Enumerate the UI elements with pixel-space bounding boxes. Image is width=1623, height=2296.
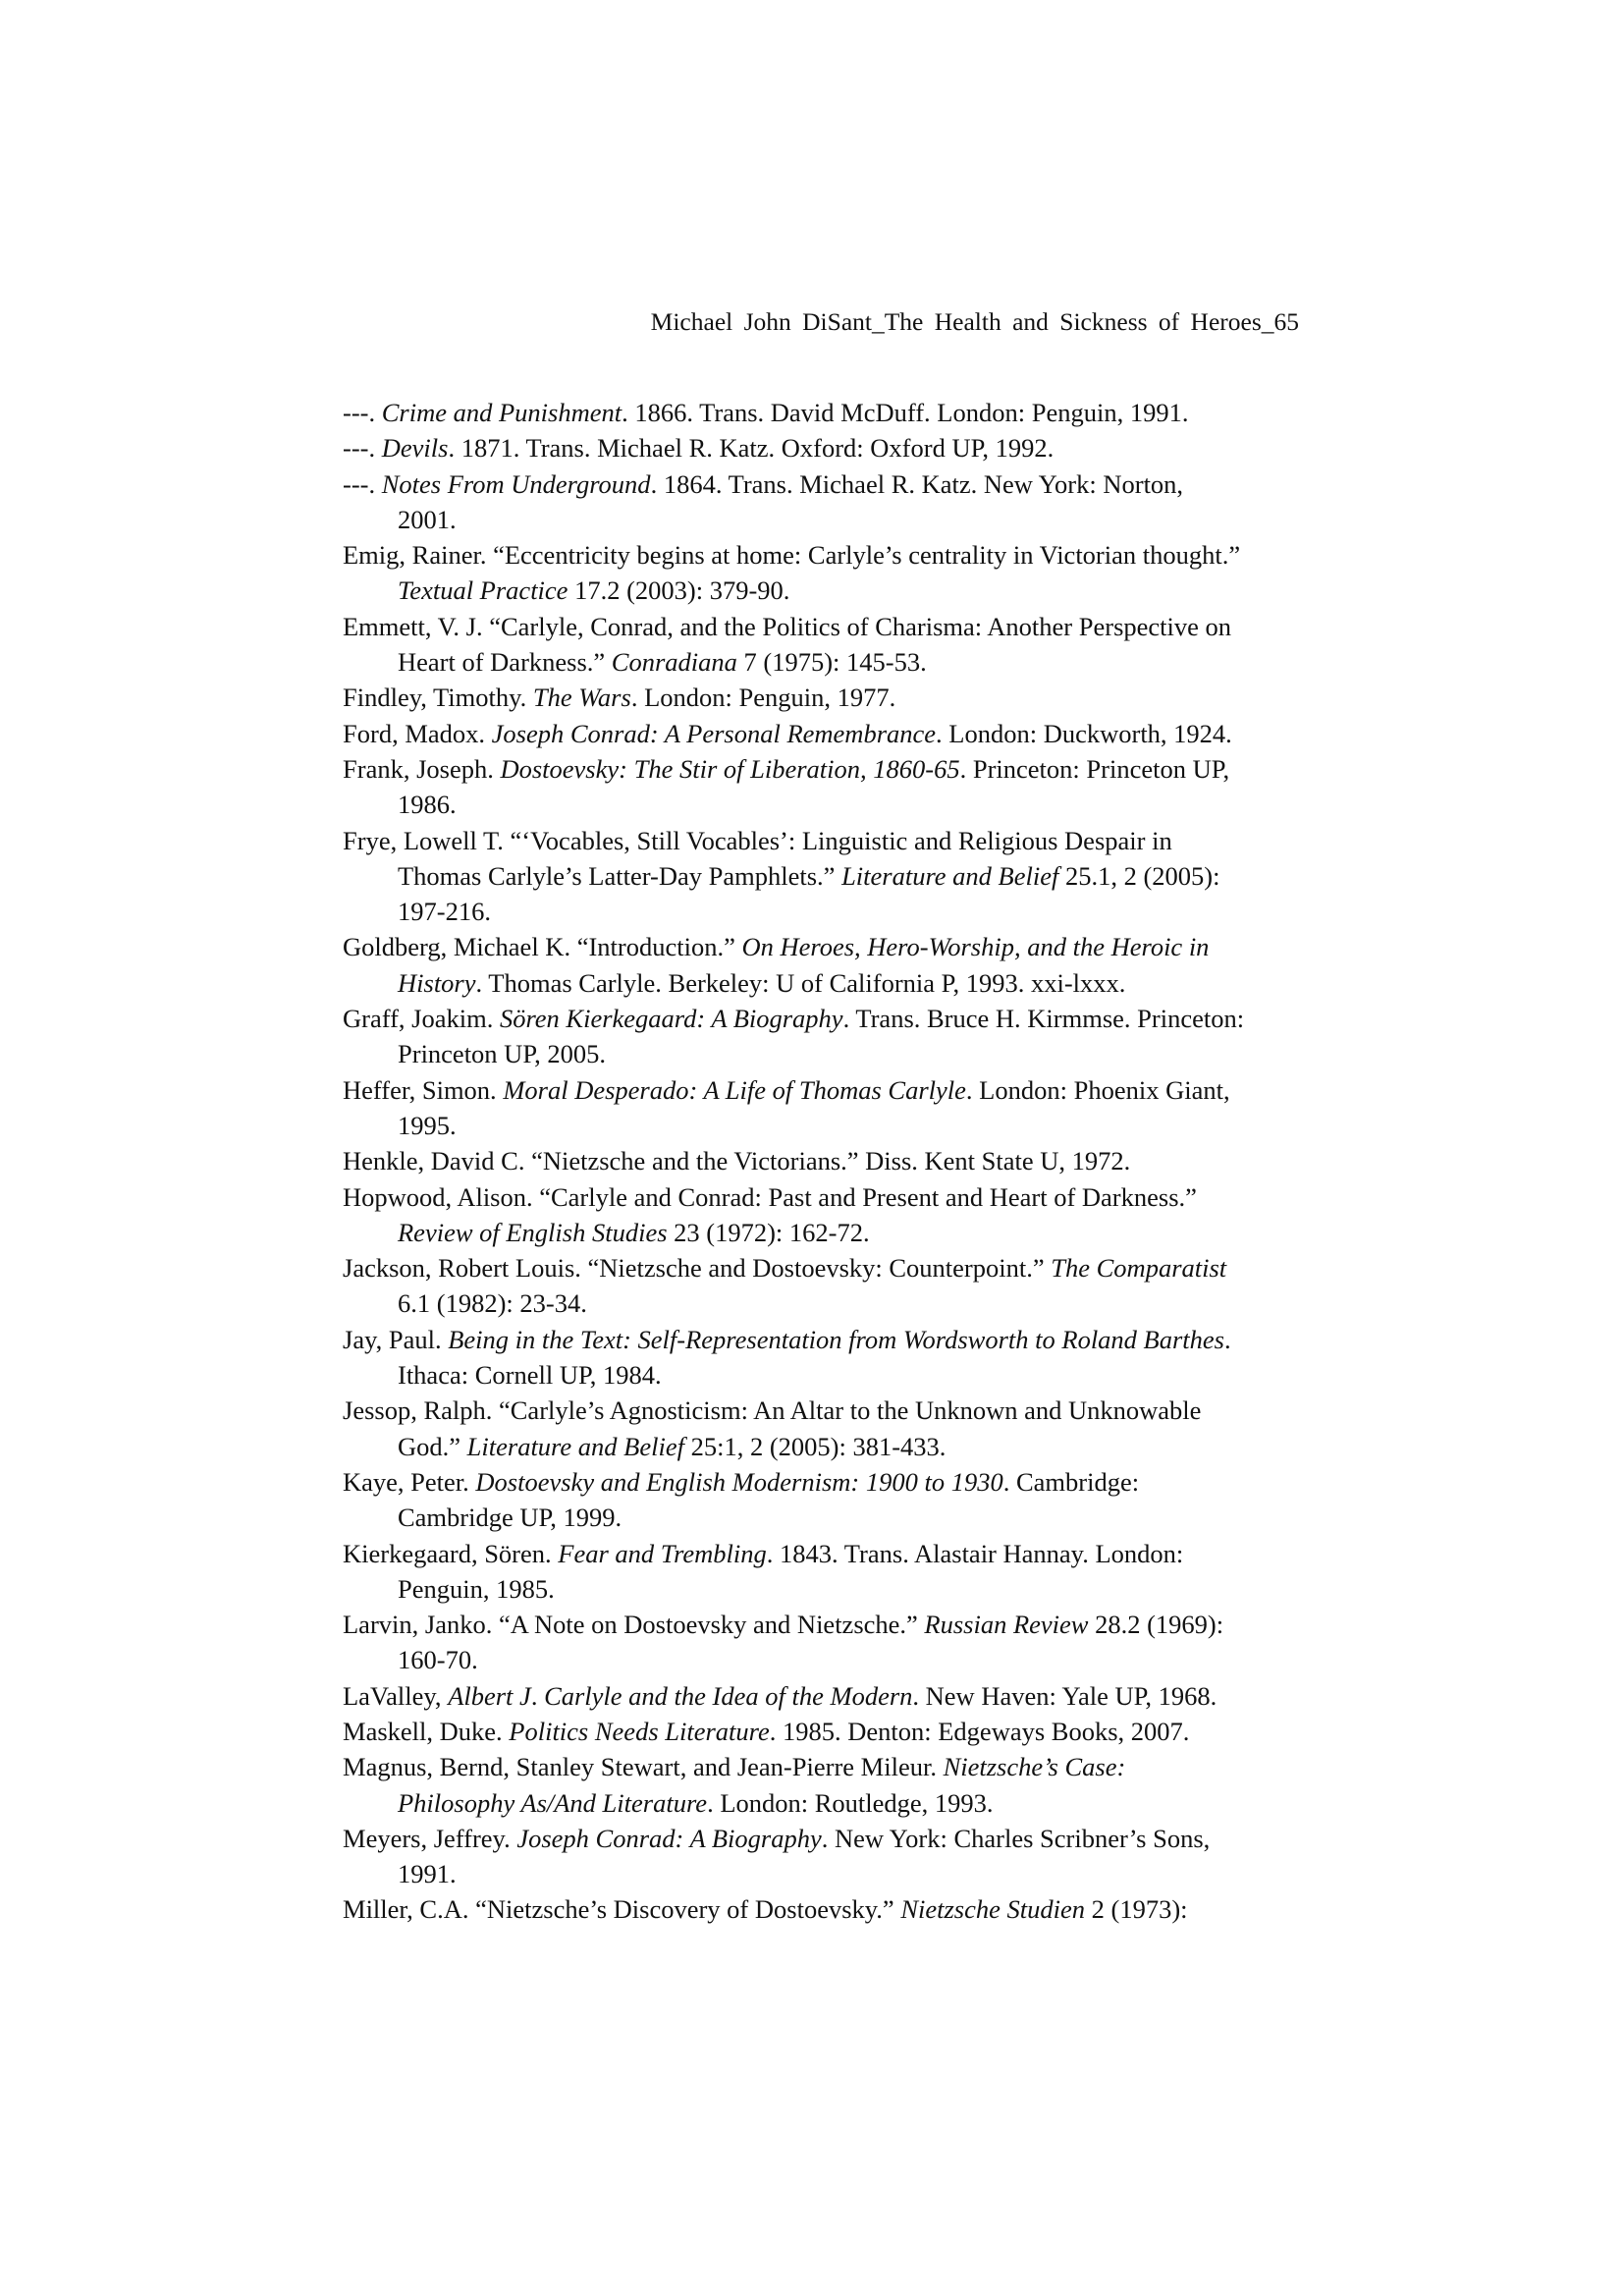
entry-title-italic: The Comparatist bbox=[1051, 1253, 1227, 1284]
entry-title-italic: On Heroes, Hero-Worship, and the Heroic in bbox=[741, 932, 1210, 962]
bibliography-entry bbox=[343, 466, 1315, 538]
entry-title-italic: Conradiana bbox=[611, 647, 737, 678]
entry-text: Emig, Rainer. “Eccentricity begins at home: Carlyle’s centrality in Victorian thought.” bbox=[343, 540, 1241, 571]
entry-title-italic: Review of English Studies bbox=[398, 1217, 668, 1247]
entry-title-italic: Nietzsche’s Case: bbox=[943, 1752, 1126, 1782]
entry-title-italic: The Wars bbox=[532, 683, 631, 713]
entry-text: . New Haven: Yale UP, 1968. bbox=[912, 1680, 1217, 1711]
bibliography-entry bbox=[343, 1179, 1315, 1251]
entry-title-italic: Carlyle and the Idea of the Modern bbox=[544, 1680, 913, 1711]
entry-text: . 1985. Denton: Edgeways Books, 2007. bbox=[769, 1716, 1190, 1746]
entry-text: . Cambridge: bbox=[1002, 1466, 1140, 1497]
entry-title-italic: History bbox=[398, 967, 476, 998]
bibliography-entry bbox=[343, 1464, 1315, 1536]
entry-text: Jay, Paul. bbox=[343, 1324, 449, 1354]
bibliography-entry bbox=[343, 430, 1315, 465]
entry-title-italic: Devils bbox=[381, 433, 449, 464]
bibliography-entry bbox=[343, 680, 1315, 715]
entry-text: 17.2 (2003): 379-90. bbox=[568, 575, 790, 606]
bibliography-entry bbox=[343, 1072, 1315, 1144]
entry-title-italic: Nietzsche Studien bbox=[900, 1894, 1086, 1925]
entry-text: 28.2 (1969): bbox=[1088, 1610, 1224, 1640]
entry-title-italic: Joseph Conrad: A Biography bbox=[516, 1823, 822, 1853]
entry-title-italic: Sören Kierkegaard: A Biography bbox=[499, 1004, 843, 1034]
entry-text: Hopwood, Alison. “Carlyle and Conrad: Past and Present and Heart of Darkness.” bbox=[343, 1181, 1197, 1212]
entry-text: 2001. bbox=[398, 504, 457, 534]
bibliography-entry bbox=[343, 751, 1315, 823]
entry-text: Magnus, Bernd, Stanley Stewart, and Jean-Pierre Mileur. bbox=[343, 1752, 944, 1782]
entry-title-italic: Philosophy As/And Literature bbox=[398, 1787, 708, 1818]
entry-text: Jessop, Ralph. “Carlyle’s Agnosticism: An Altar to the Unknown and Unknowable bbox=[343, 1395, 1202, 1426]
entry-text: 2 (1973): bbox=[1085, 1894, 1188, 1925]
bibliography-entry bbox=[343, 1250, 1315, 1322]
entry-title-italic: Textual Practice bbox=[398, 575, 568, 606]
entry-text: Frank, Joseph. bbox=[343, 753, 501, 784]
bibliography-entry bbox=[343, 1821, 1315, 1892]
entry-text: ---. bbox=[343, 468, 382, 499]
bibliography-entry bbox=[343, 395, 1315, 430]
entry-text: 1991. bbox=[398, 1859, 457, 1889]
entry-title-italic: Crime and Punishment bbox=[381, 398, 622, 427]
bibliography-entry bbox=[343, 1891, 1315, 1927]
entry-text: Emmett, V. J. “Carlyle, Conrad, and the Politics of Charisma: Another Perspective on bbox=[343, 611, 1232, 641]
bibliography-entry bbox=[343, 1536, 1315, 1608]
entry-text: Ford, Madox. bbox=[343, 718, 492, 748]
entry-text: . New York: Charles Scribner’s Sons, bbox=[821, 1823, 1211, 1853]
entry-text: Miller, C.A. “Nietzsche’s Discovery of Dostoevsky.” bbox=[343, 1894, 901, 1925]
entry-text: Maskell, Duke. bbox=[343, 1716, 510, 1746]
entry-text: Penguin, 1985. bbox=[398, 1573, 555, 1604]
entry-text: ---. bbox=[343, 398, 382, 427]
bibliography-entry bbox=[343, 1001, 1315, 1072]
entry-text: Henkle, David C. “Nietzsche and the Victorians.” Diss. Kent State U, 1972. bbox=[343, 1146, 1131, 1176]
entry-text: Ithaca: Cornell UP, 1984. bbox=[398, 1360, 662, 1391]
entry-text: 7 (1975): 145-53. bbox=[736, 647, 927, 678]
entry-text: . London: Penguin, 1977. bbox=[630, 683, 896, 713]
entry-text: 6.1 (1982): 23-34. bbox=[398, 1288, 587, 1319]
bibliography-entry bbox=[343, 1143, 1315, 1178]
entry-text: Frye, Lowell T. “‘Vocables, Still Vocables’: Linguistic and Religious Despair in bbox=[343, 825, 1172, 855]
bibliography-entry bbox=[343, 1749, 1315, 1821]
entry-text: Jackson, Robert Louis. “Nietzsche and Dostoevsky: Counterpoint.” bbox=[343, 1253, 1052, 1284]
bibliography-entry bbox=[343, 537, 1315, 609]
entry-title-italic: Fear and Trembling bbox=[558, 1538, 767, 1568]
entry-text: . 1843. Trans. Alastair Hannay. London: bbox=[766, 1538, 1184, 1568]
entry-text: Graff, Joakim. bbox=[343, 1004, 500, 1034]
entry-title-italic: Literature and Belief bbox=[466, 1431, 684, 1461]
entry-text: LaValley, bbox=[343, 1680, 449, 1711]
entry-text: . Princeton: Princeton UP, bbox=[959, 753, 1230, 784]
entry-text: Meyers, Jeffrey. bbox=[343, 1823, 517, 1853]
bibliography-entry bbox=[343, 1678, 1315, 1714]
entry-text: 1995. bbox=[398, 1110, 457, 1140]
entry-title-italic: Notes From Underground bbox=[381, 468, 651, 499]
entry-title-italic: Moral Desperado: A Life of Thomas Carlyle bbox=[503, 1074, 966, 1105]
entry-text: . bbox=[530, 1680, 545, 1711]
entry-title-italic: Being in the Text: Self-Representation from Wordsworth to Roland Barthes bbox=[448, 1324, 1224, 1354]
running-header: Michael John DiSant_The Health and Sickness of Heroes_65 bbox=[650, 307, 1299, 336]
entry-title-italic: Dostoevsky: The Stir of Liberation, 1860-65 bbox=[500, 753, 960, 784]
entry-text: . London: Phoenix Giant, bbox=[965, 1074, 1230, 1105]
entry-text: . Thomas Carlyle. Berkeley: U of California P, 1993. xxi-lxxx. bbox=[475, 967, 1126, 998]
entry-text: 197-216. bbox=[398, 897, 491, 927]
entry-text: 1986. bbox=[398, 790, 457, 820]
entry-title-italic: Politics Needs Literature bbox=[509, 1716, 770, 1746]
entry-text: God.” bbox=[398, 1431, 467, 1461]
entry-text: 23 (1972): 162-72. bbox=[667, 1217, 870, 1247]
entry-text: Kierkegaard, Sören. bbox=[343, 1538, 559, 1568]
entry-text: . bbox=[1224, 1324, 1231, 1354]
bibliography-entry bbox=[343, 1714, 1315, 1749]
entry-text: Princeton UP, 2005. bbox=[398, 1039, 606, 1069]
entry-title-italic: Joseph Conrad: A Personal Remembrance bbox=[491, 718, 937, 748]
entry-text: ---. bbox=[343, 433, 382, 464]
entry-text: . 1866. Trans. David McDuff. London: Penguin, 1991. bbox=[622, 398, 1189, 427]
bibliography-entry bbox=[343, 1393, 1315, 1464]
entry-title-italic: Literature and Belief bbox=[841, 860, 1059, 891]
entry-text: . 1864. Trans. Michael R. Katz. New York: Norton, bbox=[650, 468, 1184, 499]
entry-text: . Trans. Bruce H. Kirmmse. Princeton: bbox=[842, 1004, 1245, 1034]
entry-text: 160-70. bbox=[398, 1645, 478, 1675]
entry-title-italic: Dostoevsky and English Modernism: 1900 to 1930 bbox=[475, 1466, 1003, 1497]
entry-text: Goldberg, Michael K. “Introduction.” bbox=[343, 932, 742, 962]
entry-text: . London: Duckworth, 1924. bbox=[936, 718, 1232, 748]
bibliography-entry bbox=[343, 1322, 1315, 1394]
entry-text: 25.1, 2 (2005): bbox=[1058, 860, 1220, 891]
entry-text: . London: Routledge, 1993. bbox=[707, 1787, 994, 1818]
entry-text: Findley, Timothy. bbox=[343, 683, 533, 713]
bibliography-entry bbox=[343, 609, 1315, 681]
entry-text: . 1871. Trans. Michael R. Katz. Oxford: Oxford UP, 1992. bbox=[448, 433, 1055, 464]
entry-text: Heart of Darkness.” bbox=[398, 647, 612, 678]
bibliography-entry bbox=[343, 1607, 1315, 1678]
entry-text: Heffer, Simon. bbox=[343, 1074, 504, 1105]
entry-text: Cambridge UP, 1999. bbox=[398, 1503, 622, 1533]
entry-text: 25:1, 2 (2005): 381-433. bbox=[683, 1431, 947, 1461]
entry-text: Larvin, Janko. “A Note on Dostoevsky and Nietzsche.” bbox=[343, 1610, 925, 1640]
bibliography-entry bbox=[343, 716, 1315, 751]
entry-title-italic: Russian Review bbox=[924, 1610, 1089, 1640]
bibliography-entry bbox=[343, 823, 1315, 930]
bibliography-list bbox=[343, 395, 1315, 1928]
entry-text: Kaye, Peter. bbox=[343, 1466, 476, 1497]
bibliography-entry bbox=[343, 929, 1315, 1001]
entry-text: Thomas Carlyle’s Latter-Day Pamphlets.” bbox=[398, 860, 842, 891]
entry-title-italic: Albert J bbox=[448, 1680, 531, 1711]
